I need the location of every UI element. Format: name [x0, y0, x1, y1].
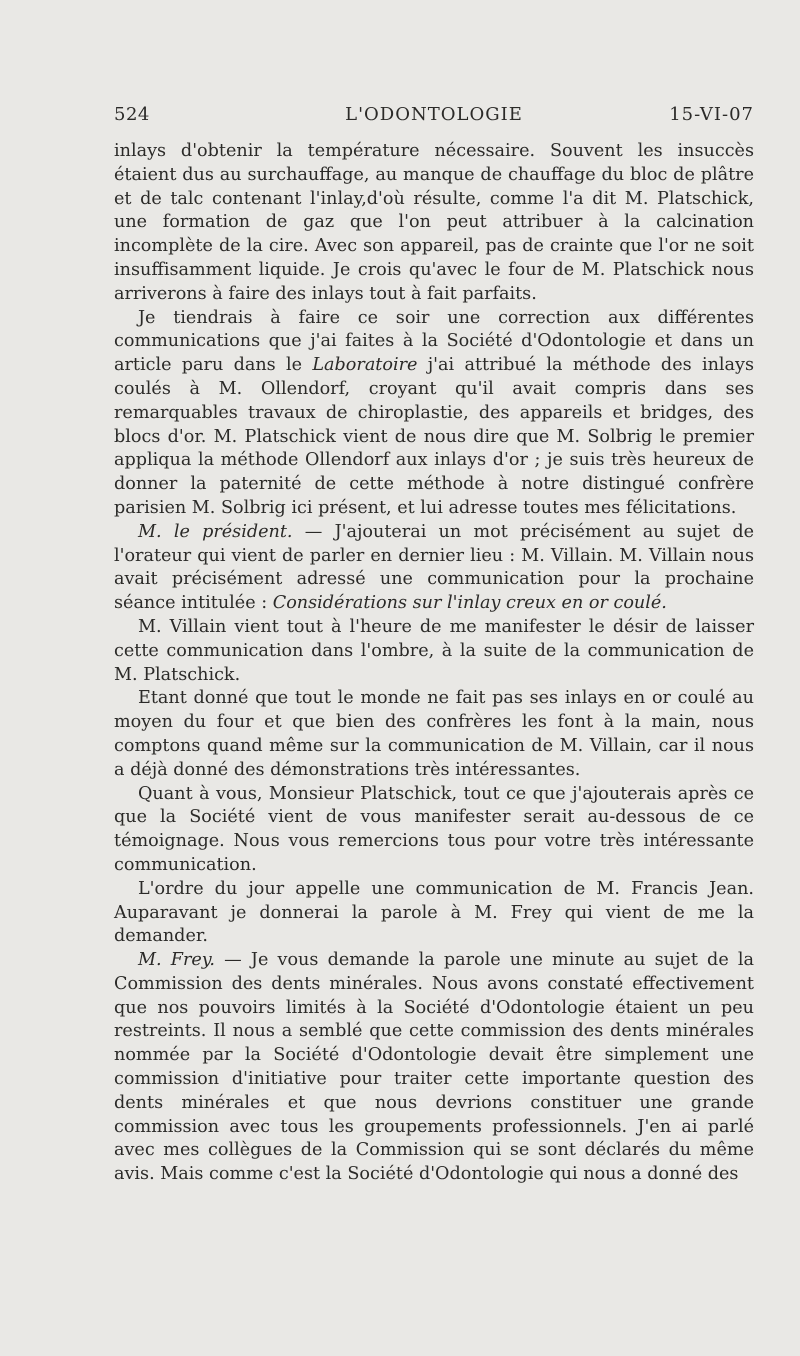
italic-text: Considérations sur l'inlay creux en or coulé.	[272, 593, 667, 614]
paragraph	[114, 949, 754, 1187]
paragraph-text: M. Villain vient tout à l'heure de me manifester le désir de laisser cette communication dans l'ombre, à la suite de la communication de M. Platschick.	[114, 616, 754, 685]
paragraph	[114, 783, 754, 878]
paragraph-text: L'ordre du jour appelle une communication de M. Francis Jean. Auparavant je donnerai la parole à M. Frey qui vient de me la demander.	[114, 878, 754, 947]
issue-date: 15-VI-07	[669, 104, 754, 125]
paragraph	[114, 616, 754, 687]
italic-text: M. le président.	[138, 521, 293, 542]
running-header	[114, 104, 754, 130]
paragraph	[114, 687, 754, 782]
paragraph	[114, 878, 754, 949]
paragraph-text: Etant donné que tout le monde ne fait pas ses inlays en or coulé au moyen du four et que bien des confrères les font à la main, nous comptons quand même sur la communication de M. Villain, car il nous a déjà donné des démonstrations très intéressantes.	[114, 688, 754, 780]
paragraph-text: inlays d'obtenir la température nécessaire. Souvent les insuccès étaient dus au surchauffage, au manque de chauffage du bloc de plâtre et de talc contenant l'inlay,d'où résulte, comme l'a dit M. Platschick, une formation de gaz que l'on peut attribuer à la calcination incomplète de la cire. Avec son appareil, pas de crainte que l'or ne soit insuffisamment liquide. Je crois qu'avec le four de M. Platschick nous arriverons à faire des inlays tout à fait parfaits.	[114, 141, 754, 304]
paragraph-text: Quant à vous, Monsieur Platschick, tout ce que j'ajouterais après ce que la Société vient de vous manifester serait au-dessous de ce témoignage. Nous vous remercions tous pour votre très intéressante communication.	[114, 783, 754, 875]
paragraph-text: j'ai attribué la méthode des inlays coulés à M. Ollendorf, croyant qu'il avait compris dans ses remarquables travaux de chiroplastie, des appareils et bridges, des blocs d'or. M. Platschick vient de nous dire que M. Solbrig le premier appliqua la méthode Ollendorf aux inlays d'or ; je suis très heureux de donner la paternité de cette méthode à notre distingué confrère parisien M. Solbrig ici présent, et lui adresse toutes mes félicitations.	[114, 355, 754, 518]
paragraph	[114, 307, 754, 521]
paragraph	[114, 140, 754, 307]
journal-title: L'ODONTOLOGIE	[345, 104, 523, 125]
page-number: 524	[114, 104, 150, 125]
paragraph-text: — J'ajouterai un mot précisément au sujet de l'orateur qui vient de parler en dernier lieu : M. Villain. M. Villain nous avait précisément adressé une communication pour la prochaine séance intitulée :	[114, 521, 754, 614]
italic-text: Laboratoire	[312, 355, 418, 376]
paragraph-text: — Je vous demande la parole une minute au sujet de la Commission des dents minérales. Nous avons constaté effectivement que nos pouvoirs limités à la Société d'Odontologie étaient un peu restreints. Il nous a semblé que cette commission des dents minérales nommée par la Société d'Odontologie devait être simplement une commission d'initiative pour traiter cette importante question des dents minérales et que nous devrions constituer une grande commission avec tous les groupements professionnels. J'en ai parlé avec mes collègues de la Commission qui se sont déclarés du même avis. Mais comme c'est la Société d'Odontologie qui nous a donné des	[114, 950, 754, 1185]
paragraph	[114, 521, 754, 616]
paragraph-text: Je tiendrais à faire ce soir une correction aux différentes communications que j'ai faites à la Société d'Odontologie et dans un article paru dans le	[114, 307, 754, 376]
body-text	[114, 140, 754, 1187]
italic-text: M. Frey.	[138, 950, 215, 971]
